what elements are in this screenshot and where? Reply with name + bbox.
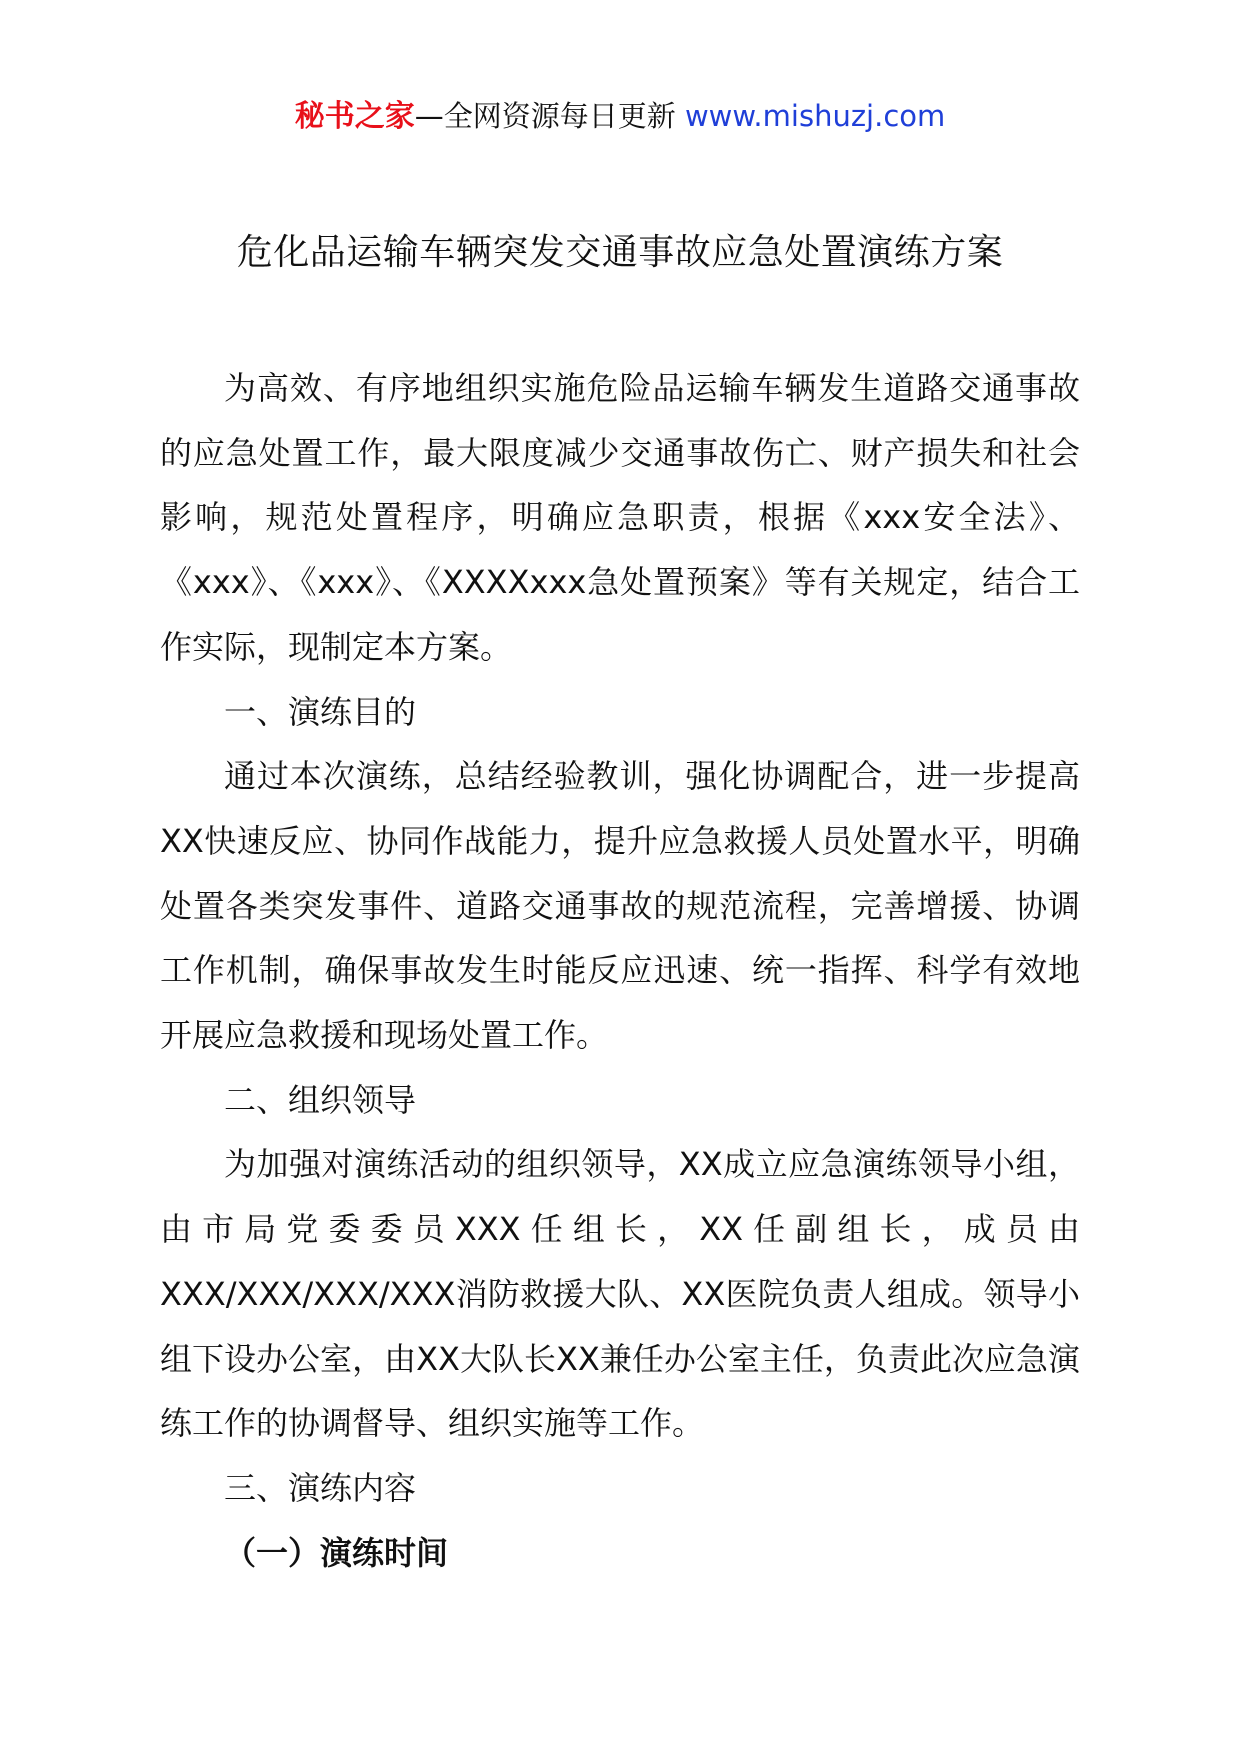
document-title: 危化品运输车辆突发交通事故应急处置演练方案 [236,232,1004,273]
brand-name: 秘书之家 [294,99,415,134]
header-tagline: —全网资源每日更新 [414,99,685,133]
intro-paragraph: 为高效、有序地组织实施危险品运输车辆发生道路交通事故的应急处置工作，最大限度减少交通事故伤亡、财产损失和社会影响，规范处置程序，明确应急职责，根据《xxx安全法》、《xxx》、《xxx》、《XXXXxxx急处置预案》等有关规定，结合工作实际，现制定本方案。 [160,369,1080,666]
organization-paragraph: 为加强对演练活动的组织领导，XX成立应急演练领导小组，由市局党委委员XXX任组长，XX任副组长，成员由XXX/XXX/XXX/XXX消防救援大队、XX医院负责人组成。领导小组下设办公室，由XX大队长XX兼任办公室主任，负责此次应急演练工作的协调督导、组织实施等工作。 [160,1145,1080,1443]
document-body [160,356,1080,1585]
section-heading-content: 三、演练内容 [224,1468,417,1507]
site-url-link[interactable]: www.mishuzj.com [684,99,946,133]
section-heading-purpose: 一、演练目的 [224,692,417,731]
subsection-heading-time: （一）演练时间 [224,1533,449,1572]
section-heading-organization: 二、组织领导 [224,1080,417,1119]
purpose-paragraph: 通过本次演练，总结经验教训，强化协调配合，进一步提高XX快速反应、协同作战能力，提升应急救援人员处置水平，明确处置各类突发事件、道路交通事故的规范流程，完善增援、协调工作机制，确保事故发生时能反应迅速、统一指挥、科学有效地开展应急救援和现场处置工作。 [160,757,1080,1055]
site-header-banner [0,96,1240,137]
